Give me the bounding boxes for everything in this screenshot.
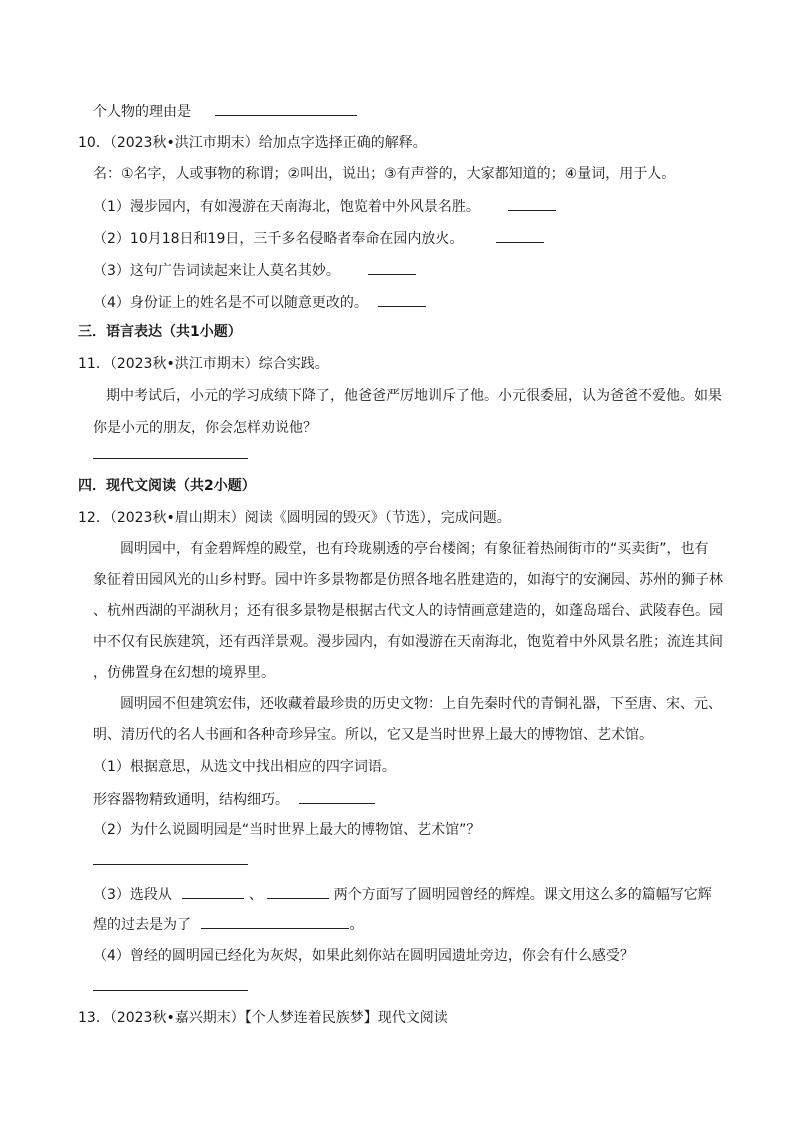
section-3-heading: 三．语言表达（共1小题） (78, 324, 242, 340)
passage-para-1-line-4: 中不仅有民族建筑，还有西洋景观。漫步园内，有如漫游在天南海北，饱览着中外风景名胜；流连其间 (93, 634, 723, 650)
question-10-header: 10．（2023秋•洪江市期末）给加点字选择正确的解释。 (78, 135, 427, 151)
sentence-1: （1）漫步园内，有如漫游在天南海北，饱览着中外风景名胜。 (93, 196, 556, 217)
question-9-tail (93, 101, 357, 122)
answer-line-12-2[interactable] (93, 864, 248, 865)
answer-blank-12-3-b[interactable] (267, 884, 329, 899)
answer-blank-10-3[interactable] (368, 260, 416, 275)
answer-line-11[interactable] (93, 458, 248, 459)
question-12-3-line-1: （3）选段从 、 两个方面写了圆明园曾经的辉煌。课文用这么多的篇幅写它辉 (93, 884, 712, 905)
passage-para-1-line-1: 圆明园中，有金碧辉煌的殿堂，也有玲珑剔透的亭台楼阁；有象征着热闹街市的“买卖街”，也有 (120, 541, 709, 557)
passage-para-1-line-3: 、杭州西湖的平湖秋月；还有很多景物是根据古代文人的诗情画意建造的，如蓬岛瑶台、武陵春色。园 (93, 603, 723, 619)
question-12-1: （1）根据意思，从选文中找出相应的四字词语。 (93, 759, 396, 775)
sentence-3: （3）这句广告词读起来让人莫名其妙。 (93, 260, 416, 281)
definition-list: 名：①名字，人或事物的称谓；②叫出，说出；③有声誉的，大家都知道的；④量词，用于人。 (93, 166, 676, 182)
answer-line-12-4[interactable] (93, 990, 248, 991)
reason-prompt: 个人物的理由是 (93, 104, 191, 120)
passage-para-1-line-5: ，仿佛置身在幻想的境界里。 (93, 665, 275, 681)
question-12-4: （4）曾经的圆明园已经化为灰烬，如果此刻你站在圆明园遗址旁边，你会有什么感受？ (93, 948, 634, 964)
question-11-prompt-line-2: 你是小元的朋友，你会怎样劝说他？ (93, 420, 317, 436)
answer-blank-12-3-a[interactable] (182, 884, 244, 899)
question-12-1-definition: 形容器物精致通明，结构细巧。 (93, 789, 375, 810)
passage-para-2-line-1: 圆明园不但建筑宏伟，还收藏着最珍贵的历史文物：上自先秦时代的青铜礼器，下至唐、宋、元、 (120, 696, 722, 712)
answer-blank-reason[interactable] (215, 101, 357, 116)
question-12-header: 12．（2023秋•眉山期末）阅读《圆明园的毁灭》（节选），完成问题。 (78, 510, 511, 526)
question-11-header: 11．（2023秋•洪江市期末）综合实践。 (78, 356, 329, 372)
sentence-2: （2）10月18日和19日，三千多名侵略者奉命在园内放火。 (93, 228, 544, 249)
answer-blank-12-3-c[interactable] (201, 914, 349, 929)
question-12-3-line-2: 煌的过去是为了 。 (93, 914, 363, 935)
answer-blank-10-1[interactable] (508, 196, 556, 211)
question-11-prompt-line-1: 期中考试后，小元的学习成绩下降了，他爸爸严厉地训斥了他。小元很委屈，认为爸爸不爱他。如果 (106, 388, 722, 404)
sentence-4: （4）身份证上的姓名是不可以随意更改的。 (93, 292, 426, 313)
answer-blank-10-2[interactable] (496, 228, 544, 243)
answer-blank-10-4[interactable] (378, 292, 426, 307)
section-4-heading: 四．现代文阅读（共2小题） (78, 478, 256, 494)
question-12-2: （2）为什么说圆明园是“当时世界上最大的博物馆、艺术馆”？ (93, 822, 481, 838)
passage-para-1-line-2: 象征着田园风光的山乡村野。园中许多景物都是仿照各地名胜建造的，如海宁的安澜园、苏州的狮子林 (93, 572, 723, 588)
passage-para-2-line-2: 明、清历代的名人书画和各种奇珍异宝。所以，它又是当时世界上最大的博物馆、艺术馆。 (93, 727, 653, 743)
answer-blank-12-1[interactable] (299, 789, 375, 804)
question-13-header: 13．（2023秋•嘉兴期末）【个人梦连着民族梦】现代文阅读 (78, 1010, 448, 1026)
